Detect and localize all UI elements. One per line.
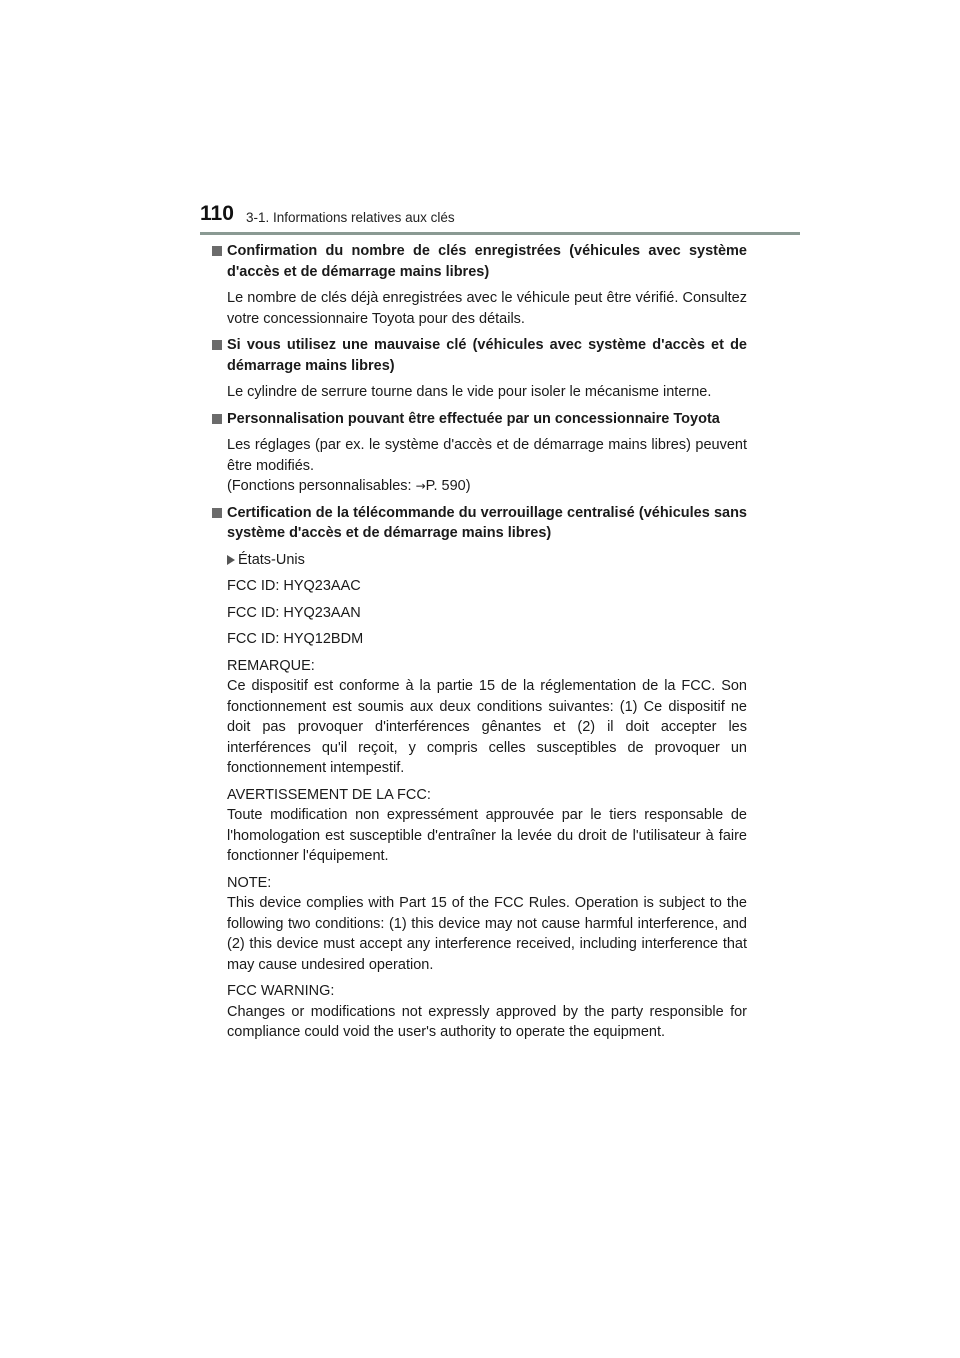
fcc-id-2: FCC ID: HYQ23AAN xyxy=(227,604,361,621)
fcc-id-1: FCC ID: HYQ23AAC xyxy=(227,578,361,594)
fcc-warning-block xyxy=(212,981,747,1043)
heading-text: Confirmation du nombre de clés enregistrées (véhicules avec système d'accès et de démarrage mains libres) xyxy=(227,243,747,280)
fcc-warning-text: Changes or modifications not expressly approved by the party responsible for compliance could void the user's authority to operate the equipment. xyxy=(227,1003,747,1040)
section-heading-customization xyxy=(212,409,747,430)
square-bullet-icon xyxy=(212,508,222,518)
square-bullet-icon xyxy=(212,340,222,350)
fcc-warning-label: FCC WARNING: xyxy=(227,983,335,999)
region-item xyxy=(212,550,747,571)
customization-xref xyxy=(227,476,747,497)
page-number: 110 xyxy=(200,202,234,225)
note-label: NOTE: xyxy=(227,874,272,891)
customization-text: Les réglages (par ex. le système d'accès et de démarrage mains libres) peuvent être modifiés. xyxy=(227,437,747,474)
page-header xyxy=(200,202,800,236)
section-body-wrong-key: Le cylindre de serrure tourne dans le vide pour isoler le mécanisme interne. xyxy=(227,384,712,400)
avertissement-text: Toute modification non expressément approuvée par le tiers responsable de l'homologation est susceptible d'entraîner la levée du droit de l'utilisateur à faire fonctionner l'équipement. xyxy=(227,807,747,864)
page-content xyxy=(212,241,747,1049)
remarque-label: REMARQUE: xyxy=(227,657,315,674)
avertissement-label: AVERTISSEMENT DE LA FCC: xyxy=(227,786,431,803)
heading-text: Personnalisation pouvant être effectuée par un concessionnaire Toyota xyxy=(227,410,720,427)
square-bullet-icon xyxy=(212,414,222,424)
xref-prefix: (Fonctions personnalisables: xyxy=(227,478,416,494)
xref-arrow-icon: → xyxy=(415,479,426,493)
remarque-text: Ce dispositif est conforme à la partie 15 de la réglementation de la FCC. Son fonctionnement est soumis aux deux conditions suivantes: (1) Ce dispositif ne doit pas provoquer d'interférences gênantes et (2) il doit accepter les interférences qu'il reçoit, y compris celles susceptibles de provoquer un fonctionnement intempestif. xyxy=(227,678,747,776)
remarque-block xyxy=(212,656,747,779)
section-body-customization xyxy=(212,435,747,497)
section-heading-wrong-key xyxy=(212,335,747,376)
section-heading-key-count xyxy=(212,241,747,282)
triangle-right-icon xyxy=(227,555,235,565)
square-bullet-icon xyxy=(212,246,222,256)
section-heading-certification xyxy=(212,503,747,544)
fcc-id-3: FCC ID: HYQ12BDM xyxy=(227,631,364,647)
heading-text: Certification de la télécommande du verrouillage centralisé (véhicules sans système d'accès et de démarrage mains libres) xyxy=(227,504,747,541)
note-block xyxy=(212,873,747,976)
heading-text: Si vous utilisez une mauvaise clé (véhicules avec système d'accès et de démarrage mains libres) xyxy=(227,337,747,374)
note-text: This device complies with Part 15 of the FCC Rules. Operation is subject to the following two conditions: (1) this device may not cause harmful interference, and (2) this device must accept any interference received, including interference that may cause undesired operation. xyxy=(227,895,747,973)
section-title: 3-1. Informations relatives aux clés xyxy=(246,210,455,225)
region-label: États-Unis xyxy=(238,551,305,568)
xref-target-link[interactable]: P. 590) xyxy=(425,478,471,494)
section-body-key-count: Le nombre de clés déjà enregistrées avec le véhicule peut être vérifié. Consultez votre concessionnaire Toyota pour des détails. xyxy=(227,290,747,327)
avertissement-block xyxy=(212,785,747,867)
header-rule xyxy=(200,232,800,235)
